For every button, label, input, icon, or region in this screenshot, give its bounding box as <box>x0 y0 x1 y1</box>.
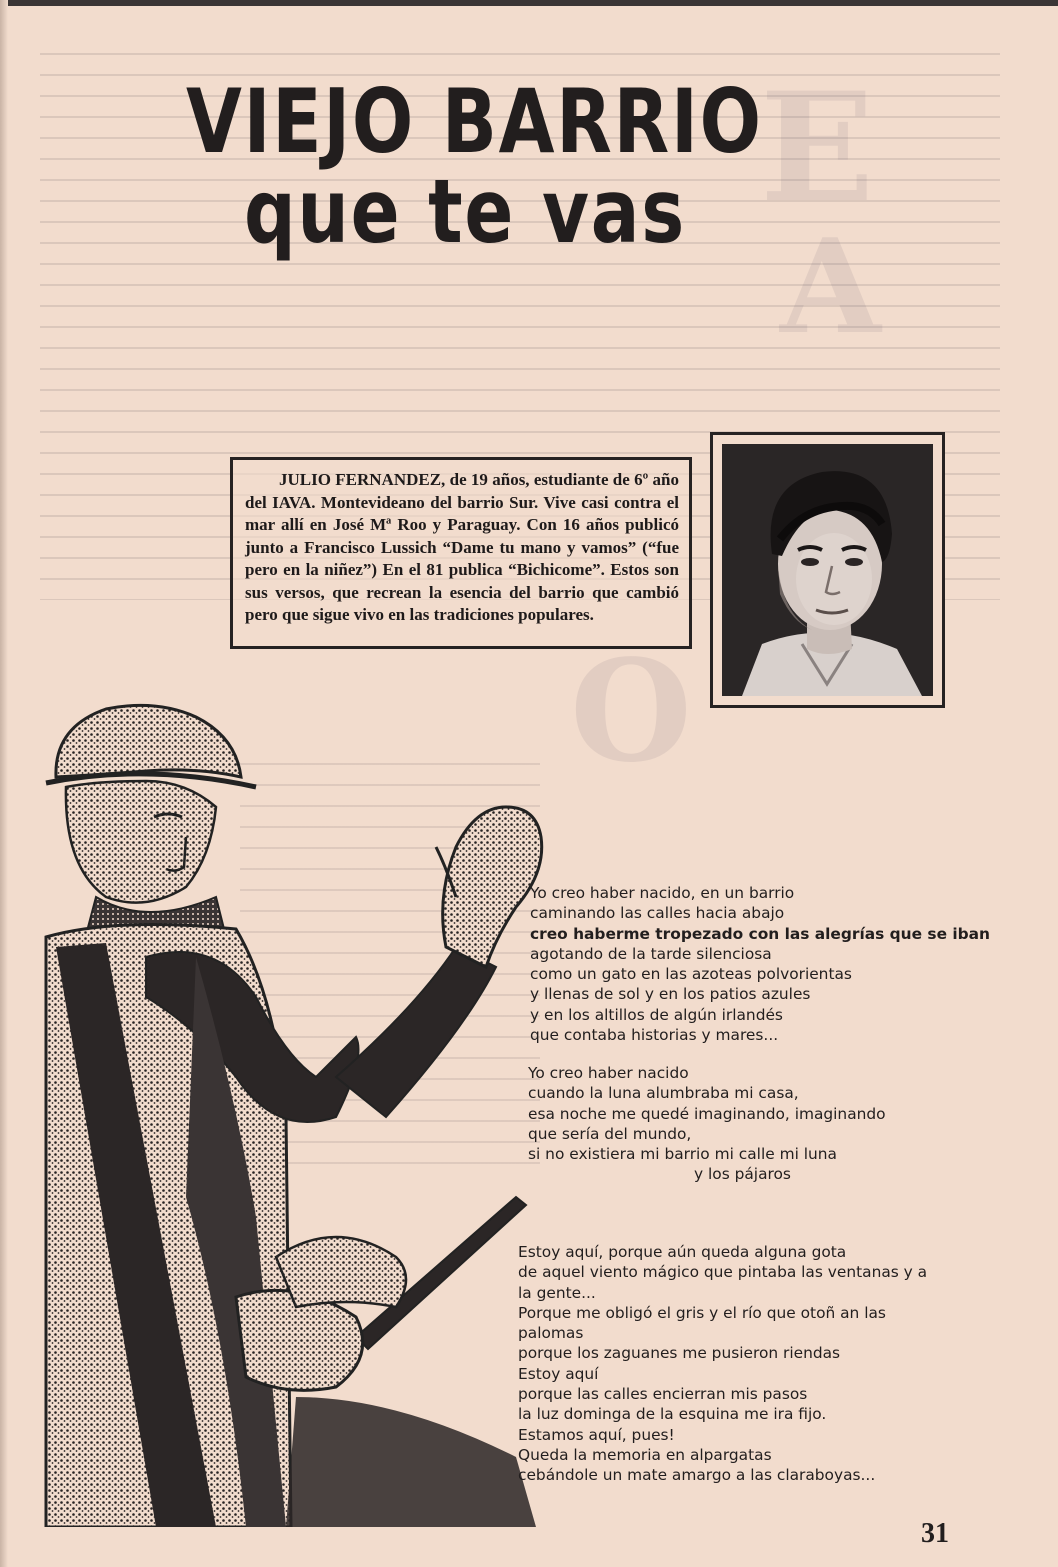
bleed-through-letters-3: O <box>570 630 692 794</box>
poem-line: creo haberme tropezado con las alegrías que se iban <box>530 924 991 943</box>
author-photo-frame <box>710 432 945 708</box>
author-portrait-image <box>722 444 933 696</box>
poem-line: y en los altillos de algún irlandés <box>530 1005 783 1024</box>
author-bio-text: JULIO FERNANDEZ, de 19 años, estudiante de 6º año del IAVA. Montevideano del barrio Sur. Vive casi contra el mar allí en José Mª Roo y Paraguay. Con 16 años publicó junto a Francisco Lussich “Dame tu mano y vamos” (“fue pero en la niñez”) En el 81 publica “Bichicome”. Estos son sus versos, que recrean la esencia del barrio que cambió pero que sigue vivo en las tradiciones populares. <box>245 470 679 624</box>
poem-line: Estamos aquí, pues! <box>518 1425 675 1444</box>
poem-line: la luz dominga de la esquina me ira fijo. <box>518 1405 827 1424</box>
poem-line: como un gato en las azoteas polvorientas <box>530 965 852 984</box>
poem-line: y llenas de sol y en los patios azules <box>530 985 811 1004</box>
poem-line: cebándole un mate amargo a las claraboyas... <box>518 1466 876 1485</box>
poem-line: caminando las calles hacia abajo <box>530 904 785 923</box>
headline-line-1: VIEJO BARRIO <box>186 70 763 173</box>
poem-line: porque los zaguanes me pusieron riendas <box>518 1344 841 1363</box>
bleed-through-letters: E <box>760 60 875 236</box>
poem-stanza-1 <box>530 883 990 1045</box>
poem-line: si no existiera mi barrio mi calle mi luna <box>528 1145 837 1164</box>
headline-line-2: que te vas <box>244 160 686 263</box>
poem-stanza-2 <box>528 1063 886 1185</box>
bleed-through-letters-2: A <box>780 210 881 363</box>
poem-line: cuando la luna alumbraba mi casa, <box>528 1084 799 1103</box>
poem-line: Yo creo haber nacido <box>528 1064 689 1082</box>
poem-line: porque las calles encierran mis pasos <box>518 1385 808 1404</box>
poem-line: esa noche me quedé imaginando, imaginando <box>528 1104 886 1123</box>
poem-line: Queda la memoria en alpargatas <box>518 1445 772 1464</box>
gaucho-drawing <box>36 697 576 1527</box>
author-photo <box>722 444 933 696</box>
author-bio-box <box>230 457 692 649</box>
poem-line: que sería del mundo, <box>528 1124 692 1143</box>
poem-line: de aquel viento mágico que pintaba las ventanas y a <box>518 1263 928 1282</box>
page-left-shadow <box>0 0 8 1567</box>
page-top-edge <box>0 0 1058 6</box>
poem-line: Yo creo haber nacido, en un barrio <box>530 884 795 902</box>
poem-line: Porque me obligó el gris y el río que otoñ an las <box>518 1303 886 1322</box>
poem-line: y los pájaros <box>694 1165 791 1184</box>
gaucho-illustration <box>36 697 576 1527</box>
poem-stanza-3 <box>518 1242 927 1486</box>
poem-line: la gente... <box>518 1283 596 1302</box>
poem-line: palomas <box>518 1324 584 1343</box>
page-number: 31 <box>921 1518 949 1549</box>
poem-line: que contaba historias y mares... <box>530 1026 779 1045</box>
poem-line: Estoy aquí <box>518 1364 599 1383</box>
poem-line: agotando de la tarde silenciosa <box>530 944 772 963</box>
poem-line: Estoy aquí, porque aún queda alguna gota <box>518 1243 847 1261</box>
